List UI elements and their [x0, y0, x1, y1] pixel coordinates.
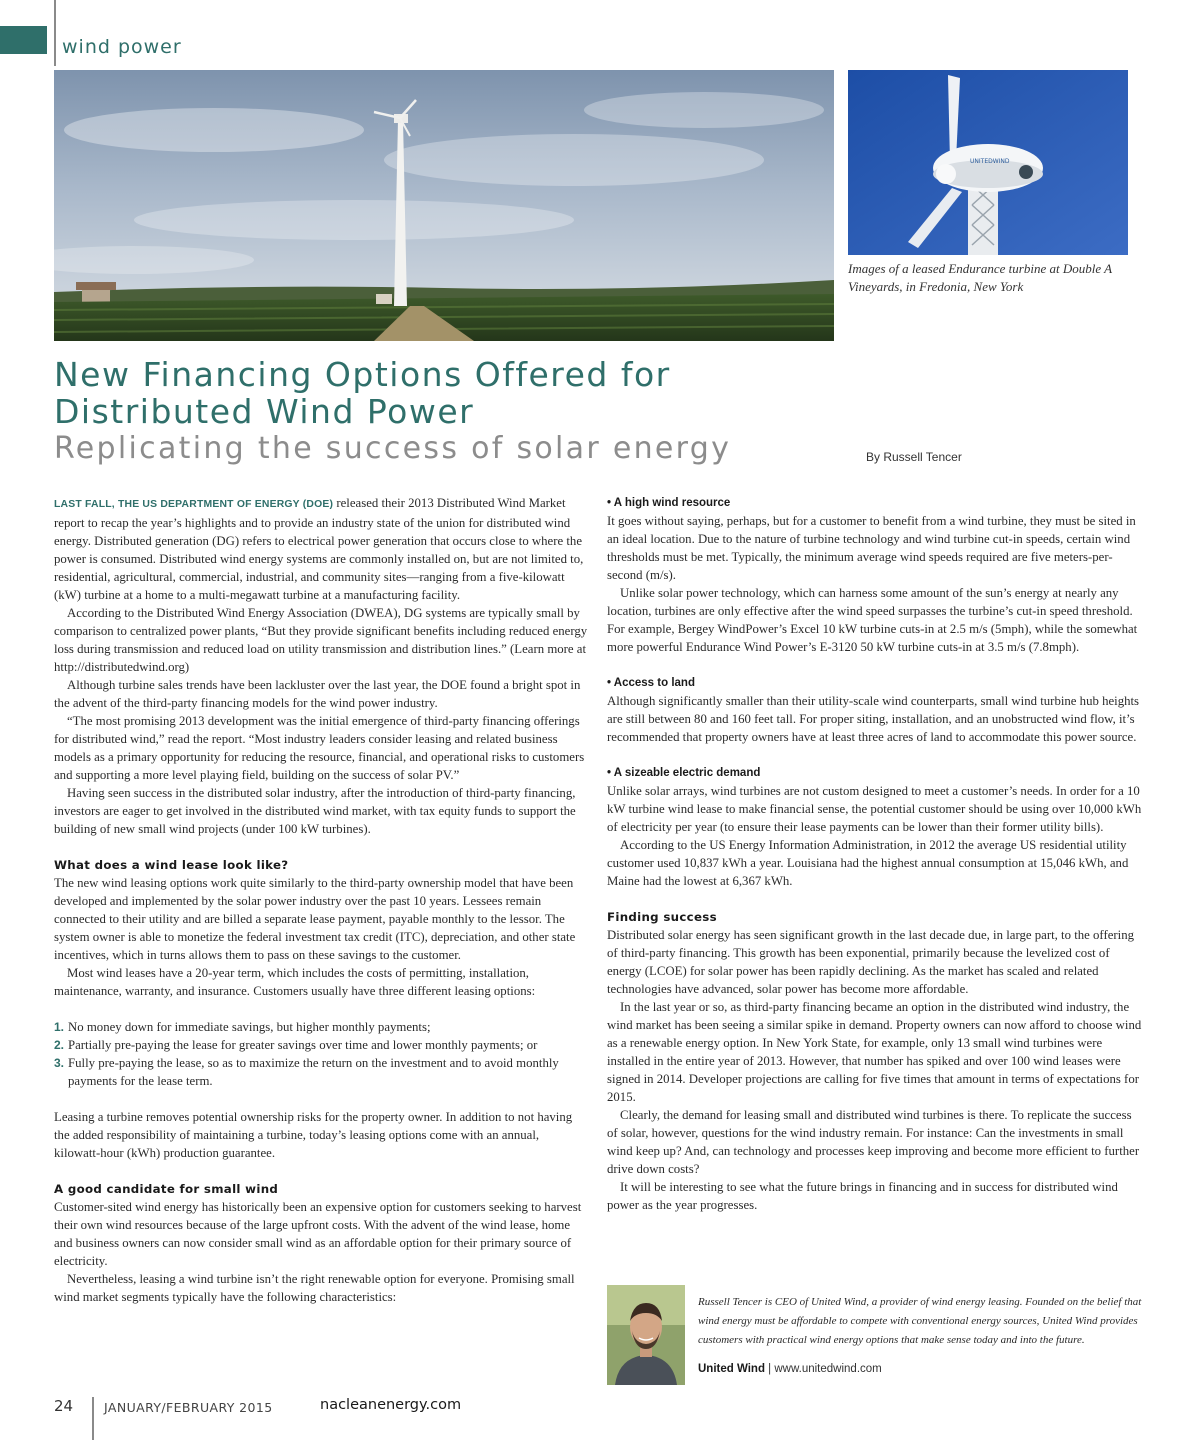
paragraph: Having seen success in the distributed solar industry, after the introduction of third-party financing, investors are eager to get involved in the distributed wind market, with tax equity funds to support the building of new small wind projects (under 100 kW turbines).: [54, 786, 576, 836]
page-number: 24: [54, 1397, 74, 1415]
list-item: 2. Partially pre-paying the lease for greater savings over time and lower monthly payments; or: [54, 1038, 538, 1052]
article-title-line-1: New Financing Options Offered for: [54, 355, 671, 394]
author-photo: [607, 1285, 685, 1385]
byline: By Russell Tencer: [866, 450, 962, 464]
photo-caption: Images of a leased Endurance turbine at Double A Vineyards, in Fredonia, New York: [848, 261, 1112, 294]
footer-rule: [92, 1397, 94, 1440]
bullet-heading-wind-resource: • A high wind resource: [607, 497, 731, 509]
publication-website: nacleanenergy.com: [320, 1397, 462, 1413]
paragraph: Distributed solar energy has seen significant growth in the last decade due, in large part, to the offering of third-party financing. This growth has been exponential, primarily because the levelized cost of energy (LCOE) for solar power has been rapidly declining. As the market has scaled and related technologies have advanced, solar power has become more affordable.: [607, 928, 1135, 996]
list-item: 1. No money down for immediate savings, but higher monthly payments;: [54, 1020, 431, 1034]
section-label: wind power: [62, 36, 182, 58]
subheading-lease: What does a wind lease look like?: [54, 858, 289, 872]
article-column-right: [607, 494, 1144, 1214]
subheading-candidate: A good candidate for small wind: [54, 1182, 279, 1196]
header-rule: [54, 0, 56, 66]
author-org: United Wind | www.unitedwind.com: [698, 1363, 882, 1375]
paragraph: Clearly, the demand for leasing small and distributed wind turbines is there. To replicate the success of solar, however, questions for the wind industry remain. For instance: Can the investments in small wind keep up? And, can technology and processes keep improving and become more efficient to further drive down costs?: [607, 1108, 1140, 1176]
hero-turbine-photo: [54, 70, 834, 341]
bullet-heading-demand: • A sizeable electric demand: [607, 767, 761, 779]
paragraph: Unlike solar power technology, which can harness some amount of the sun’s energy at nearly any location, turbines are only effective after the wind speed surpasses the turbine’s cut-in speed threshold. For example, Bergey WindPower’s Excel 10 kW turbine cuts-in at 2.5 m/s (5mph), while the somewhat more powerful Endurance Wind Power’s E-3120 50 kW turbine cuts-in at 3.5 m/s (7.8mph).: [607, 586, 1138, 654]
paragraph: It goes without saying, perhaps, but for a customer to benefit from a wind turbine, they must be sited in an ideal location. Due to the nature of turbine technology and wind turbine cut-in speeds, certain wind thresholds must be met. Typically, the minimum average wind speeds required are five meters-per-second (m/s).: [607, 514, 1136, 582]
article-title: [54, 356, 671, 430]
paragraph: Unlike solar arrays, wind turbines are not custom designed to meet a customer’s needs. In order for a 10 kW turbine wind lease to make financial sense, the potential customer should be using over 10,000 kWh of electricity per year (to ensure their lease payments can be lower than their former utility bills).: [607, 784, 1142, 834]
paragraph: According to the Distributed Wind Energy Association (DWEA), DG systems are typically small by comparison to centralized power plants, “But they provide significant benefits including reduced energy loss during transmission and reduced load on utility transmission and distribution lines.” (Learn more at http://distributedwind.org): [54, 606, 588, 674]
article-subtitle: Replicating the success of solar energy: [54, 431, 732, 466]
paragraph: Customer-sited wind energy has historically been an expensive option for customers seeking to harvest their own wind resources because of the large upfront costs. With the advent of the wind lease, home and business owners can now consider small wind as an affordable option for their primary source of electricity.: [54, 1200, 582, 1268]
paragraph: According to the US Energy Information Administration, in 2012 the average US residential utility customer used 10,837 kWh a year. Louisiana had the highest annual consumption at 15,046 kWh, and Maine had the lowest at 6,367 kWh.: [607, 838, 1129, 888]
paragraph: It will be interesting to see what the future brings in financing and in success for distributed wind power as the year progresses.: [607, 1180, 1118, 1212]
paragraph: Although significantly smaller than their utility-scale wind counterparts, small wind turbine hub heights are still between 80 and 160 feet tall. For proper siting, installation, and an unobstructed wind flow, it’s recommended that property owners have at least three acres of land to accommodate this power source.: [607, 694, 1140, 744]
paragraph: LAST FALL, THE US DEPARTMENT OF ENERGY (DOE) released their 2013 Distributed Wind Market report to recap the year’s highlights and to provide an industry state of the union for distributed wind energy. Distributed generation (DG) refers to electrical power generation that occurs close to where the power is consumed. Distributed wind energy systems are commonly installed on, but are not limited to, residential, agricultural, commercial, industrial, and community sites—ranging from a five-kilowatt (kW) turbine at a home to a multi-megawatt turbine at a manufacturing facility.: [54, 496, 584, 602]
bullet-heading-land: • Access to land: [607, 677, 695, 689]
paragraph: Although turbine sales trends have been lackluster over the last year, the DOE found a bright spot in the advent of the third-party financing models for the wind power industry.: [54, 678, 581, 710]
author-bio: Russell Tencer is CEO of United Wind, a provider of wind energy leasing. Founded on the belief that wind energy must be affordable to compete with conventional energy sources, United Wind provides customers with practical wind energy options that make sense today and into the future.: [698, 1296, 1142, 1346]
author-website: www.unitedwind.com: [774, 1363, 882, 1375]
paragraph: Leasing a turbine removes potential ownership risks for the property owner. In addition to not having the added responsibility of maintaining a turbine, today’s leasing options come with an annual, kilowatt-hour (kWh) production guarantee.: [54, 1110, 573, 1160]
turbine-brand-text: UNITEDWIND: [970, 158, 1010, 165]
issue-date: JANUARY/FEBRUARY 2015: [104, 1400, 273, 1415]
paragraph: The new wind leasing options work quite similarly to the third-party ownership model that have been developed and implemented by the solar power industry over the past 10 years. Lessees remain connected to their utility and are billed a separate lease payment, payable monthly to the lessor. The system owner is able to monetize the federal investment tax credit (ITC), depreciation, and other state incentives, which in turns allows them to pass on these savings to the customer.: [54, 876, 576, 962]
turbine-closeup-photo: [848, 70, 1128, 255]
paragraph: Most wind leases have a 20-year term, which includes the costs of permitting, installation, maintenance, warranty, and insurance. Customers usually have three different leasing options:: [54, 966, 536, 998]
article-title-line-2: Distributed Wind Power: [54, 392, 475, 431]
list-item: 3. Fully pre-paying the lease, so as to maximize the return on the investment and to avoid monthly payments for the lease term.: [54, 1056, 559, 1088]
paragraph: Nevertheless, leasing a wind turbine isn’t the right renewable option for everyone. Promising small wind market segments typically have the following characteristics:: [54, 1272, 575, 1304]
subheading-success: Finding success: [607, 910, 717, 924]
article-column-left: [54, 494, 588, 1306]
section-color-block: [0, 26, 47, 54]
paragraph: “The most promising 2013 development was the initial emergence of third-party financing offerings for distributed wind,” read the report. “Most industry leaders consider leasing and related business models as a primary opportunity for reducing the resource, financial, and operational risks to customers and supporting a more level playing field, building on the success of solar PV.”: [54, 714, 585, 782]
lead-in: LAST FALL, THE US DEPARTMENT OF ENERGY (DOE): [54, 499, 334, 510]
paragraph: In the last year or so, as third-party financing became an option in the distributed wind industry, the wind market has been seeing a similar spike in demand. Property owners can now afford to choose wind as a renewable energy option. In New York State, for example, only 13 small wind turbines were installed in the entire year of 2013. However, that number has spiked and over 100 wind leases were signed in 2014. Developer projections are calling for five times that amount in terms of expectations for 2015.: [607, 1000, 1142, 1104]
